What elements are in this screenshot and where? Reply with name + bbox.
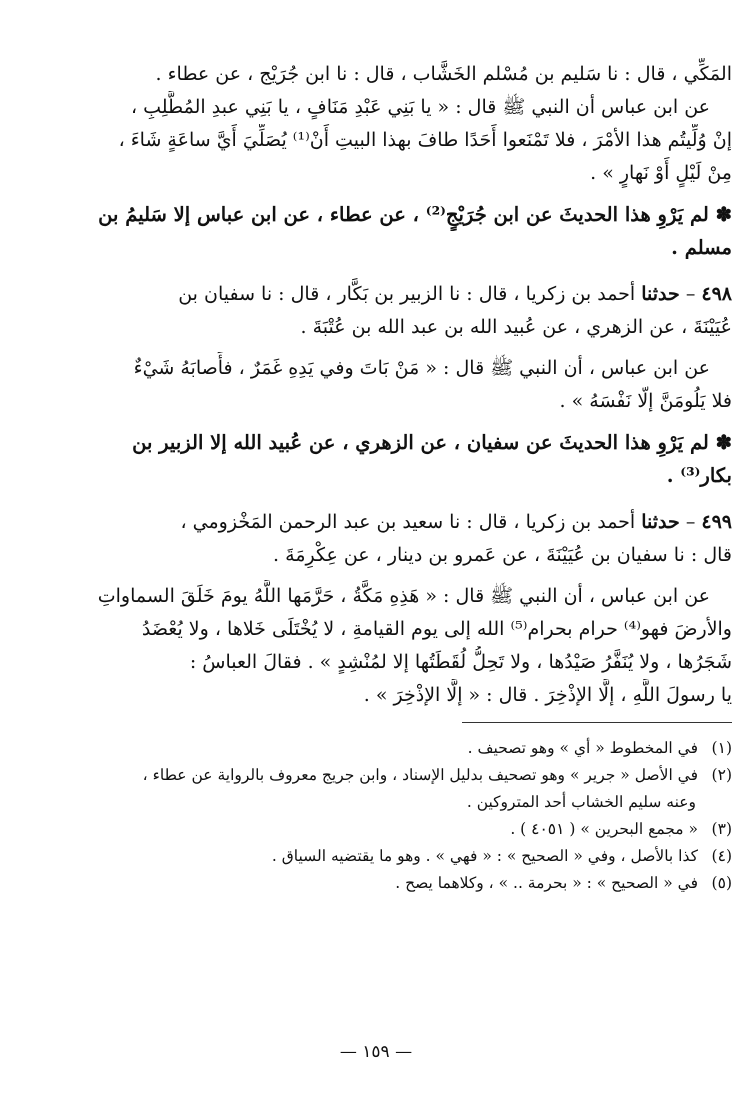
text-line: قال : نا سفيان بن عُيَيْنَةَ ، عن عَمرو بن دينار ، عن عِكْرِمَةَ . — [273, 544, 732, 566]
footnote-index: (١) — [711, 739, 732, 757]
text-line: عن ابن عباس أن النبي ﷺ قال : « يا بَنِي عَبْدِ مَنَافٍ ، يا بَنِي عبدِ المُطَّلِبِ ، — [130, 96, 710, 118]
hadith-label: حدثنا — [641, 511, 680, 533]
footnote-text: في المخطوط « أي » وهو تصحيف . — [467, 739, 698, 757]
hadith-number: ٤٩٨ — [701, 283, 732, 305]
text-line: مِنْ لَيْلٍ أَوْ نَهارٍ » . — [590, 162, 732, 184]
footnote — [72, 735, 732, 762]
page-body — [72, 58, 732, 897]
text-segment: أحمد بن زكريا ، قال : نا الزبير بن بَكَّار ، قال : نا سفيان بن — [178, 283, 636, 305]
text-line: عن ابن عباس ، أن النبي ﷺ قال : « مَنْ بَاتَ وفي يَدِهِ غَمَرٌ ، فأَصابَهُ شَيْءٌ — [133, 357, 710, 379]
text-line: فلا يَلُومَنَّ إلّا نَفْسَهُ » . — [559, 390, 732, 412]
text-line: المَكِّي ، قال : نا سَليم بن مُسْلم الخَشَّاب ، قال : نا ابن جُرَيْج ، عن عطاء . — [155, 63, 732, 85]
footnote-text: كذا بالأصل ، وفي « الصحيح » : « فهي » . وهو ما يقتضيه السياق . — [271, 847, 698, 865]
footnote-index: (٣) — [711, 820, 732, 838]
footnote — [72, 843, 732, 870]
text-line: والأرضَ فهو⁽⁴⁾ حرام بحرام⁽⁵⁾ الله إلى يوم القيامةِ ، لا يُخْتَلَى خَلاها ، ولا يُعْضَدُ — [141, 618, 732, 640]
footnote-text: في الأصل « جرير » وهو تصحيف بدليل الإسناد ، وابن جريج معروف بالرواية عن عطاء ، — [142, 766, 698, 784]
footnote-index: (٢) — [711, 766, 732, 784]
footnote-continuation: وعنه سليم الخشاب أحد المتروكين . — [466, 793, 696, 811]
footnote-index: (٥) — [711, 874, 732, 892]
text-line: بكار⁽³⁾ . — [666, 464, 732, 487]
hadith-heading-line: ٤٩٩ – حدثنا أحمد بن زكريا ، قال : نا سعيد بن عبد الرحمن المَخْزومي ، — [180, 511, 732, 533]
footnote — [72, 870, 732, 897]
text-line: ✽ لم يَرْوِ هذا الحديثَ عن سفيان ، عن الزهري ، عن عُبيد الله إلا الزبير بن — [132, 431, 732, 454]
footnotes — [72, 735, 732, 897]
footnote-divider — [462, 722, 732, 723]
text-line: ✽ لم يَرْوِ هذا الحديثَ عن ابن جُرَيْجٍ⁽²⁾ ، عن عطاء ، عن ابن عباس إلا سَليمُ بن — [98, 203, 732, 226]
hadith-number: ٤٩٩ — [701, 511, 732, 533]
paragraph-isnad-continuation — [72, 58, 732, 190]
text-segment: أحمد بن زكريا ، قال : نا سعيد بن عبد الرحمن المَخْزومي ، — [180, 511, 636, 533]
text-line: يا رسولَ اللَّهِ ، إلَّا الإذْخِرَ . قال : « إلَّا الإذْخِرَ » . — [363, 684, 732, 706]
text-line: شَجَرُها ، ولا يُنَفَّرُ صَيْدُها ، ولا تَحِلُّ لُقَطَتُها إلا لمُنْشِدٍ » . فقالَ العباسُ : — [189, 651, 732, 673]
note-paragraph — [72, 426, 732, 492]
page-number: — ١٥٩ — — [339, 1042, 413, 1062]
text-line: عُيَيْنَةَ ، عن الزهري ، عن عُبيد الله بن عبد الله بن عُتْبَةَ . — [300, 316, 732, 338]
hadith-499 — [72, 506, 732, 712]
footnote — [72, 762, 732, 789]
text-line: عن ابن عباس ، أن النبي ﷺ قال : « هَذِهِ مَكَّةُ ، حَرَّمَها اللَّهُ يومَ خَلَقَ السماواتِ — [97, 585, 710, 607]
note-paragraph — [72, 198, 732, 264]
footnote — [72, 816, 732, 843]
text-line: إنْ وُلِّيتُم هذا الأمْرَ ، فلا تَمْنَعوا أَحَدًا طافَ بهذا البيتِ أَنْ⁽¹⁾ يُصَلِّيَ أَيَّ ساعَةٍ شَاءَ ، — [118, 129, 732, 151]
text-line: مسلم . — [671, 236, 732, 259]
footnote-text: « مجمع البحرين » ( ٤٠٥١ ) . — [510, 820, 698, 838]
hadith-498 — [72, 278, 732, 418]
hadith-label: حدثنا — [641, 283, 680, 305]
hadith-heading-line: ٤٩٨ – حدثنا أحمد بن زكريا ، قال : نا الزبير بن بَكَّار ، قال : نا سفيان بن — [178, 283, 732, 305]
footnote-index: (٤) — [711, 847, 732, 865]
footnote-text: في « الصحيح » : « بحرمة .. » ، وكلاهما يصح . — [395, 874, 698, 892]
